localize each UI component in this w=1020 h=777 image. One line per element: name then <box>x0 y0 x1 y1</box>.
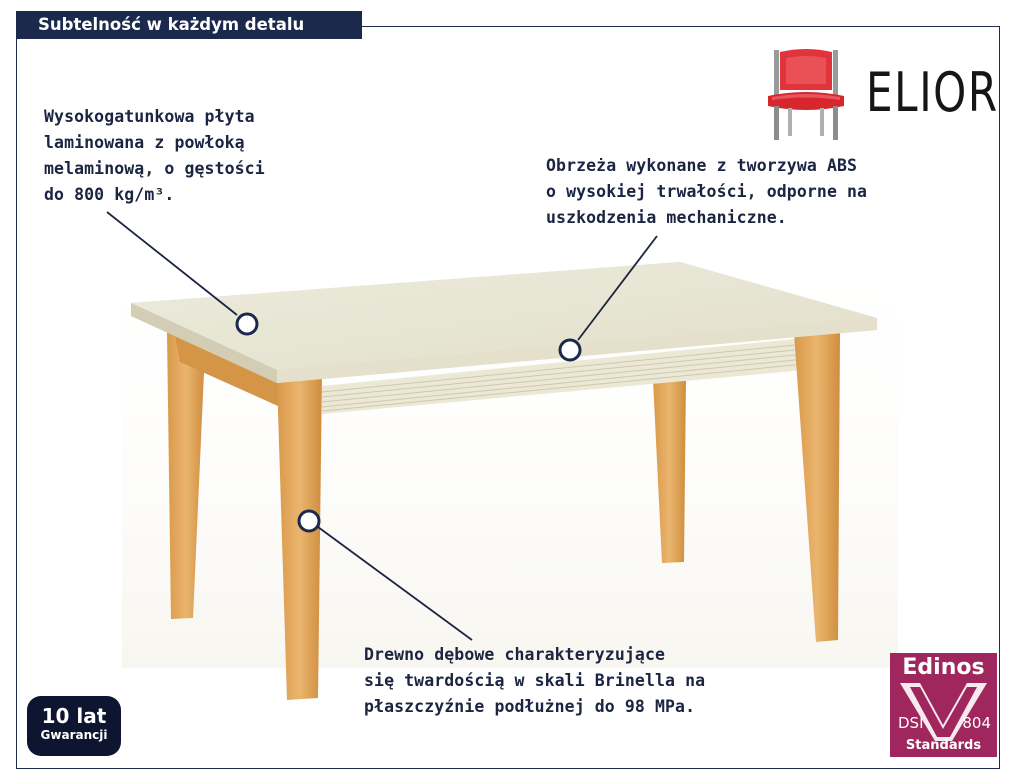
note-line: Wysokogatunkowa płyta <box>44 107 255 126</box>
certificate-name: Edinos <box>902 655 985 680</box>
warranty-badge <box>27 696 121 756</box>
note-laminate-board <box>44 104 265 208</box>
note-line: o wysokiej trwałości, odporne na <box>546 182 868 201</box>
callout-marker-top-right <box>560 340 580 360</box>
brand-logo-text: ELIOR <box>866 61 999 124</box>
certificate-code-left: DSI <box>898 714 924 732</box>
note-line: Obrzeża wykonane z tworzywa ABS <box>546 156 858 175</box>
certificate-badge <box>890 653 997 757</box>
section-title: Subtelność w każdym detalu <box>16 11 362 39</box>
certificate-label: Standards <box>905 738 982 753</box>
note-line: do 800 kg/m³. <box>44 185 175 204</box>
note-oak-wood <box>364 642 705 720</box>
certificate-code-right: 804 <box>962 714 991 732</box>
note-line: się twardością w skali Brinella na <box>364 671 706 690</box>
chair-icon <box>758 44 854 144</box>
note-abs-edges <box>546 153 867 231</box>
callout-marker-top-left <box>237 314 257 334</box>
note-line: uszkodzenia mechaniczne. <box>546 208 787 227</box>
note-line: Drewno dębowe charakteryzujące <box>364 645 666 664</box>
note-line: płaszczyźnie podłużnej do 98 MPa. <box>364 697 696 716</box>
note-line: laminowana z powłoką <box>44 133 245 152</box>
note-line: melaminową, o gęstości <box>44 159 265 178</box>
callout-marker-bottom <box>299 511 319 531</box>
warranty-years: 10 lat <box>41 704 107 728</box>
warranty-label: Gwarancji <box>40 728 108 742</box>
